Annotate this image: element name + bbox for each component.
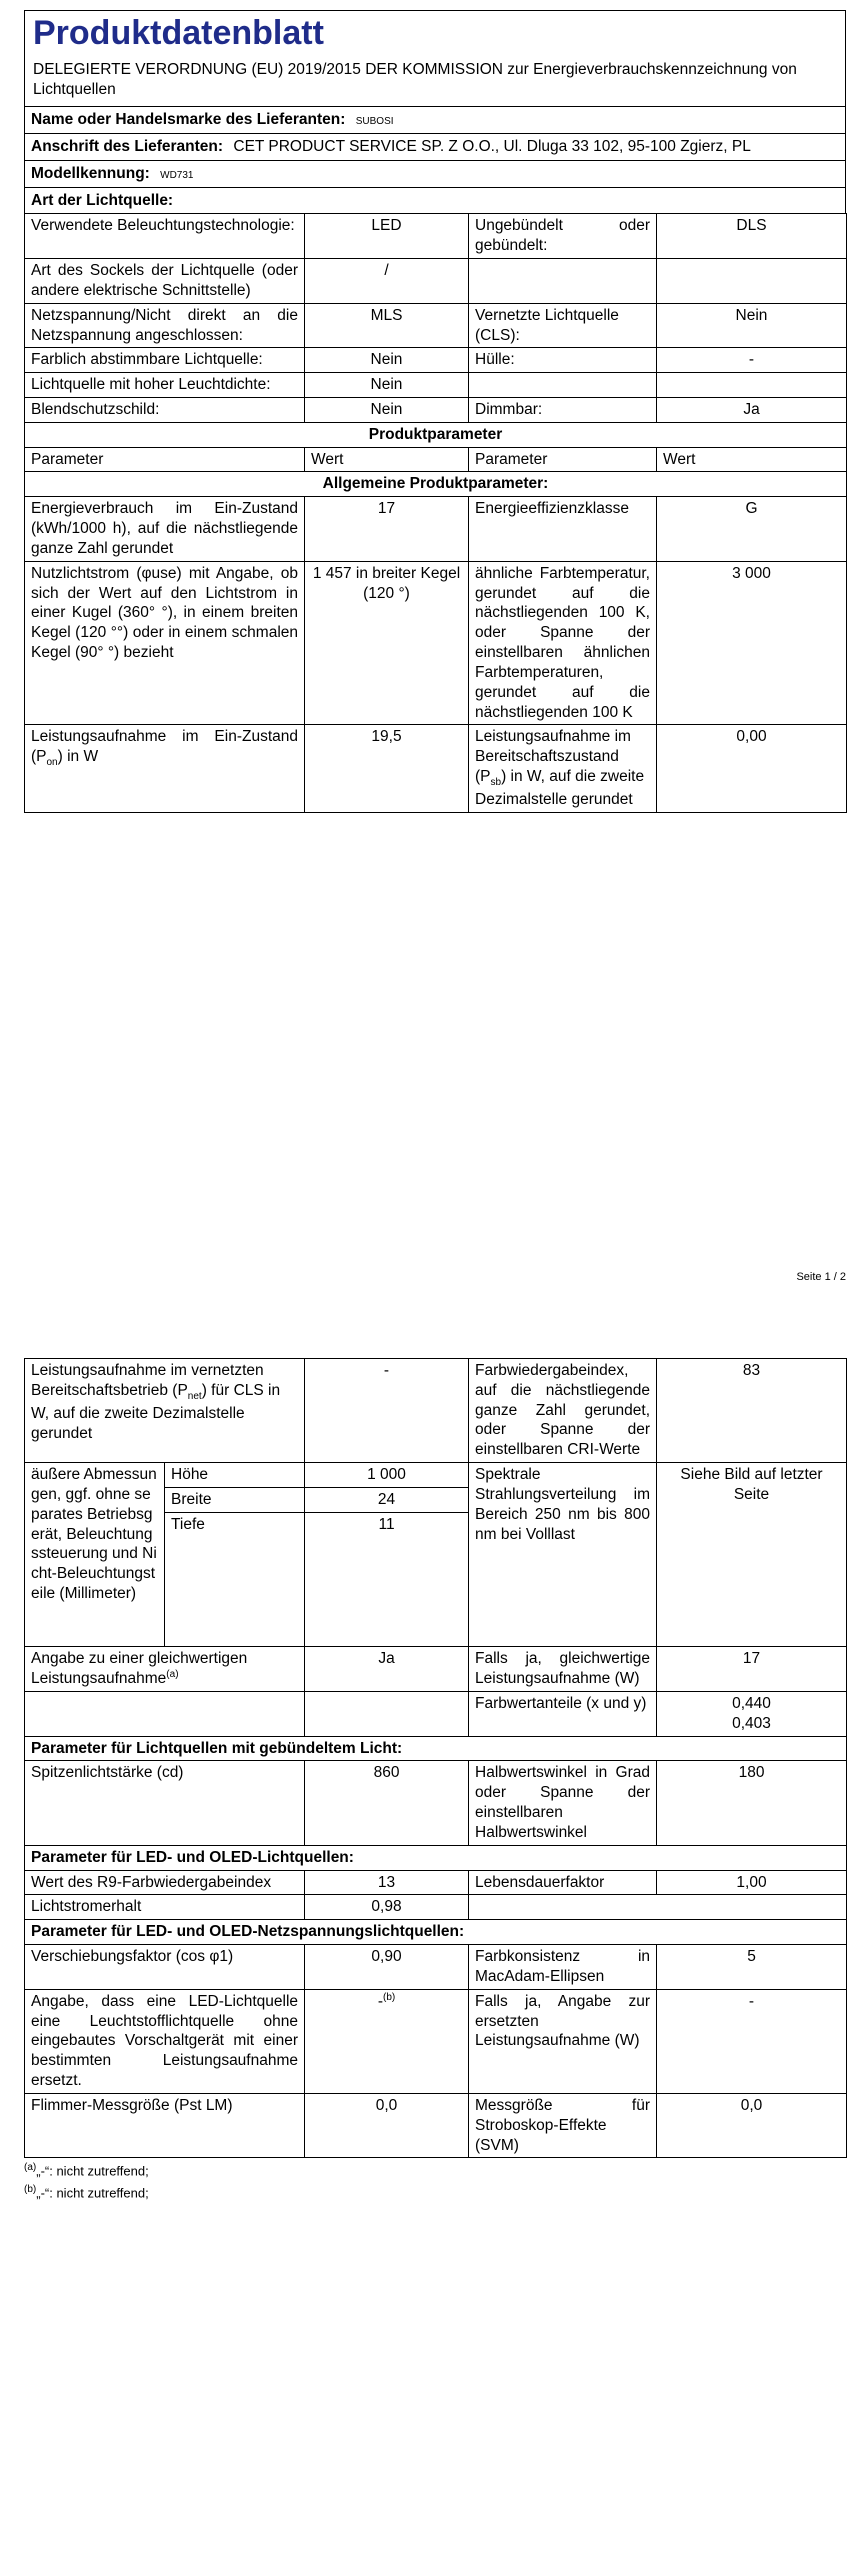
- type-section-heading: Art der Lichtquelle:: [31, 191, 174, 209]
- cell-label: Messgröße für Stroboskop-Effekte (SVM): [469, 2093, 657, 2157]
- cell-value: 19,5: [305, 725, 469, 812]
- cell-label: ähnliche Farbtemperatur, gerundet auf die nächstliegenden 100 K, oder Spanne der einstellbaren ähnlichen Farbtemperaturen, gerundet auf die nächstliegenden 100 K: [469, 561, 657, 725]
- cell-value: [657, 373, 847, 398]
- column-header-row: [25, 447, 847, 472]
- cell-value: -$^{(b)}$: [305, 1989, 469, 2093]
- footnote-a: $^{(a)}$„-“: nicht zutreffend;: [24, 2162, 149, 2179]
- cell-label: Energieverbrauch im Ein-Zustand (kWh/1000 h), auf die nächstliegende ganze Zahl gerundet: [25, 497, 305, 561]
- cell-label: Farbkonsistenz in MacAdam-Ellipsen: [469, 1945, 657, 1990]
- table-row: [25, 497, 847, 561]
- cell-label: Falls ja, Angabe zur ersetzten Leistungsaufnahme (W): [469, 1989, 657, 2093]
- empty-cell: [165, 1537, 305, 1647]
- table-row: [25, 1945, 847, 1990]
- cell-value: -: [305, 1359, 469, 1463]
- table-row: [25, 2093, 847, 2157]
- cell-value: 17: [657, 1647, 847, 1692]
- cell-value: [657, 259, 847, 304]
- cell-label: Farblich abstimmbare Lichtquelle:: [25, 348, 305, 373]
- table-row: [25, 1463, 847, 1488]
- page-2: [24, 1358, 846, 2202]
- empty-cell: [305, 1537, 469, 1647]
- cell-value: G: [657, 497, 847, 561]
- col-value-header: Wert: [657, 447, 847, 472]
- cell-value: -: [657, 1989, 847, 2093]
- cell-value: 3 000: [657, 561, 847, 725]
- cell-value: Nein: [305, 373, 469, 398]
- cell-label: Falls ja, gleichwertige Leistungsaufnahme (W): [469, 1647, 657, 1692]
- cell-label: Leistungsaufnahme im Ein-Zustand $(P_{on})$ in W: [25, 725, 305, 812]
- cell-label: Lebensdauerfaktor: [469, 1870, 657, 1895]
- table-row: [25, 303, 847, 348]
- led-section-heading: Parameter für LED- und OLED-Lichtquellen:: [25, 1845, 847, 1870]
- cell-value: 0,0: [657, 2093, 847, 2157]
- header-box: [24, 10, 846, 214]
- cell-label: Leistungsaufnahme im vernetzten Bereitschaftsbetrieb $(P_{net})$ für CLS in W, auf die zweite Dezimalstelle gerundet: [25, 1359, 305, 1463]
- cell-value: Ja: [305, 1647, 469, 1692]
- page-number: Seite 1 / 2: [796, 1271, 846, 1283]
- brand-value: SUBOSI: [355, 116, 394, 128]
- cell-value: 0,90: [305, 1945, 469, 1990]
- model-value: WD731: [160, 169, 194, 181]
- empty-cell: [25, 1691, 305, 1736]
- cell-label: Ungebündelt oder gebündelt:: [469, 214, 657, 259]
- model-row: [25, 161, 845, 188]
- col-value-header: Wert: [305, 447, 469, 472]
- product-params-heading: Produktparameter: [25, 422, 847, 447]
- table-row: [25, 214, 847, 259]
- depth-label: Tiefe: [165, 1512, 305, 1536]
- mains-section-heading: Parameter für LED- und OLED-Netzspannungslichtquellen:: [25, 1920, 847, 1945]
- empty-cell: [305, 1691, 469, 1736]
- table-row: [25, 1989, 847, 2093]
- cell-value: 1,00: [657, 1870, 847, 1895]
- address-value: CET PRODUCT SERVICE SP. Z O.O., Ul. Dluga 33 102, 95-100 Zgierz, PL: [233, 137, 751, 155]
- cell-value: LED: [305, 214, 469, 259]
- depth-value: 11: [305, 1512, 469, 1536]
- table-row: [25, 397, 847, 422]
- cell-label: Farbwiedergabeindex, auf die nächstliegende ganze Zahl gerundet, oder Spanne der einstellbaren CRI-Werte: [469, 1359, 657, 1463]
- cell-value: Siehe Bild auf letzter Seite: [657, 1463, 847, 1647]
- width-label: Breite: [165, 1487, 305, 1512]
- cell-label: Angabe, dass eine LED-Lichtquelle eine Leuchtstofflichtquelle ohne eingebautes Vorschaltgerät mit einer bestimmten Leistungsaufnahme ersetzt.: [25, 1989, 305, 2093]
- cell-label: [469, 373, 657, 398]
- cell-value: 5: [657, 1945, 847, 1990]
- cell-label: Hülle:: [469, 348, 657, 373]
- cell-value: MLS: [305, 303, 469, 348]
- cell-label: Spektrale Strahlungsverteilung im Bereich 250 nm bis 800 nm bei Volllast: [469, 1463, 657, 1647]
- table-row: [25, 259, 847, 304]
- footnote-b: $^{(b)}$„-“: nicht zutreffend;: [24, 2184, 149, 2201]
- section-row: [25, 1845, 847, 1870]
- cell-label: Leistungsaufnahme im Bereitschaftszustand $(P_{sb})$ in W, auf die zweite Dezimalstelle gerundet: [469, 725, 657, 812]
- address-row: [25, 134, 845, 161]
- brand-label: Name oder Handelsmarke des Lieferanten:: [31, 111, 346, 129]
- cell-value: 0,00: [657, 725, 847, 812]
- col-param-header: Parameter: [25, 447, 305, 472]
- cell-label: Lichtquelle mit hoher Leuchtdichte:: [25, 373, 305, 398]
- cell-label: Vernetzte Lichtquelle (CLS):: [469, 303, 657, 348]
- cell-value: 83: [657, 1359, 847, 1463]
- height-label: Höhe: [165, 1463, 305, 1488]
- cell-label: [469, 259, 657, 304]
- height-value: 1 000: [305, 1463, 469, 1488]
- dimensions-label: äußere Abmessungen, ggf. ohne separates Betriebsgerät, Beleuchtungssteuerung und Nicht-Beleuchtungsteile (Millimeter): [25, 1463, 165, 1647]
- section-row: [25, 1920, 847, 1945]
- cell-value: DLS: [657, 214, 847, 259]
- cell-label: Lichtstromerhalt: [25, 1895, 305, 1920]
- params-table-continued: [24, 1358, 847, 2158]
- section-row: [25, 1736, 847, 1761]
- cell-value: 17: [305, 497, 469, 561]
- cell-value: Nein: [305, 348, 469, 373]
- cell-value: 0,0: [305, 2093, 469, 2157]
- general-params-heading: Allgemeine Produktparameter:: [25, 472, 847, 497]
- cell-value: Ja: [657, 397, 847, 422]
- table-row: [25, 561, 847, 725]
- cell-value: Nein: [657, 303, 847, 348]
- cell-value: 180: [657, 1761, 847, 1845]
- empty-cell: [469, 1895, 657, 1920]
- section-row: [25, 472, 847, 497]
- table-row: [25, 373, 847, 398]
- cell-label: Angabe zu einer gleichwertigen Leistungsaufnahme$^{(a)}$: [25, 1647, 305, 1692]
- cell-value: Nein: [305, 397, 469, 422]
- cell-value: -: [657, 348, 847, 373]
- table-row: [25, 725, 847, 812]
- cell-label: Nutzlichtstrom (φuse) mit Angabe, ob sich der Wert auf den Lichtstrom in einer Kugel (360° °), in einem breiten Kegel (120 °°) oder in einem schmalen Kegel (90° °) bezieht: [25, 561, 305, 725]
- cell-label: Art des Sockels der Lichtquelle (oder andere elektrische Schnittstelle): [25, 259, 305, 304]
- table-row: [25, 348, 847, 373]
- cell-label: Spitzenlichtstärke (cd): [25, 1761, 305, 1845]
- model-label: Modellkennung:: [31, 164, 150, 182]
- directional-section-heading: Parameter für Lichtquellen mit gebündeltem Licht:: [25, 1736, 847, 1761]
- cell-label: Flimmer-Messgröße (Pst LM): [25, 2093, 305, 2157]
- cell-label: Blendschutzschild:: [25, 397, 305, 422]
- table-row: [25, 1691, 847, 1736]
- type-table: [24, 213, 847, 812]
- cell-label: Verwendete Beleuchtungstechnologie:: [25, 214, 305, 259]
- cell-value: 1 457 in breiter Kegel (120 °): [305, 561, 469, 725]
- page-title: Produktdatenblatt: [33, 14, 324, 52]
- table-row: [25, 1870, 847, 1895]
- section-row: [25, 422, 847, 447]
- table-row: [25, 1761, 847, 1845]
- cell-value: 13: [305, 1870, 469, 1895]
- cell-value: /: [305, 259, 469, 304]
- table-row: [25, 1895, 847, 1920]
- address-label: Anschrift des Lieferanten:: [31, 137, 224, 155]
- cell-label: Dimmbar:: [469, 397, 657, 422]
- table-row: [25, 1359, 847, 1463]
- cell-label: Halbwertswinkel in Grad oder Spanne der einstellbaren Halbwertswinkel: [469, 1761, 657, 1845]
- cell-label: Farbwertanteile (x und y): [469, 1691, 657, 1736]
- cell-label: Wert des R9-Farbwiedergabeindex: [25, 1870, 305, 1895]
- brand-row: [25, 107, 845, 134]
- cell-label: Energieeffizienzklasse: [469, 497, 657, 561]
- col-param-header: Parameter: [469, 447, 657, 472]
- table-row: [25, 1647, 847, 1692]
- empty-cell: [657, 1895, 847, 1920]
- cell-value: 0,98: [305, 1895, 469, 1920]
- regulation-text: DELEGIERTE VERORDNUNG (EU) 2019/2015 DER KOMMISSION zur Energieverbrauchskennzeichnung von Lichtquellen: [25, 58, 845, 107]
- cell-value: 0,440 0,403: [657, 1691, 847, 1736]
- page-1: [24, 10, 846, 813]
- width-value: 24: [305, 1487, 469, 1512]
- cell-value: 860: [305, 1761, 469, 1845]
- cell-label: Verschiebungsfaktor (cos φ1): [25, 1945, 305, 1990]
- cell-label: Netzspannung/Nicht direkt an die Netzspannung angeschlossen:: [25, 303, 305, 348]
